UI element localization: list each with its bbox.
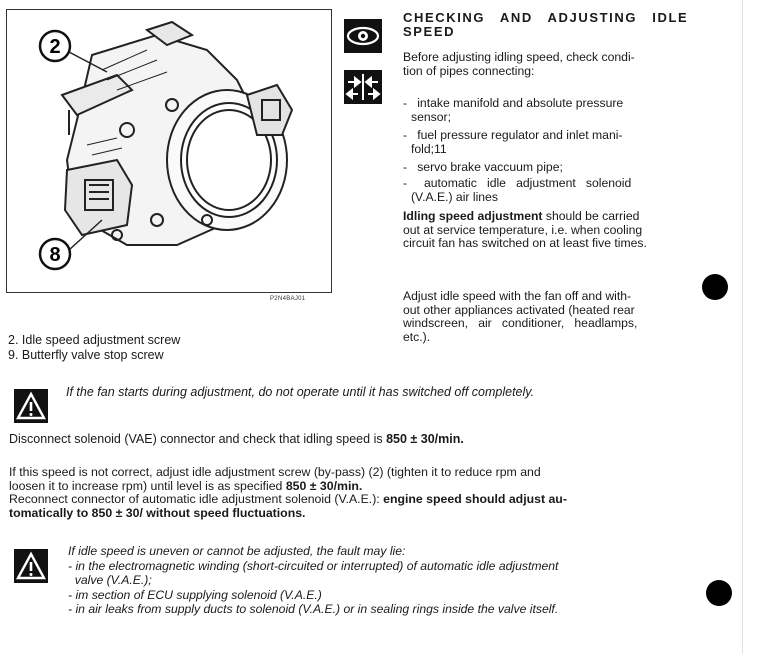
callout-2-label: 2 — [49, 36, 61, 58]
engine-speed-note: engine speed should adjust au- — [383, 492, 567, 506]
reconnect-text: Reconnect connector of automatic idle adjustment solenoid (V.A.E.): — [9, 492, 384, 506]
margin-marker-dot — [702, 274, 728, 300]
warning-triangle-icon — [14, 389, 48, 423]
callout-8-label: 8 — [49, 244, 61, 266]
adjust-screw-line-1: If this speed is not correct, adjust idle adjustment screw (by-pass) (2) (tighten it to reduce rpm and — [9, 465, 541, 479]
section-title-line-2: SPEED — [403, 24, 456, 39]
caption-item-2: 2. Idle speed adjustment screw — [8, 333, 181, 347]
adjust-line-1: Adjust idle speed with the fan off and with- — [403, 289, 632, 303]
warning-triangle-icon-2 — [14, 549, 48, 583]
bullet-line: - automatic idle adjustment solenoid — [403, 176, 632, 190]
bullet-intake-manifold — [403, 97, 713, 124]
idling-heading: Idling speed adjustment — [403, 209, 543, 223]
fault-line-5: - in air leaks from supply ducts to solenoid (V.A.E.) or in sealing rings inside the valve itself. — [68, 602, 559, 617]
idling-adjustment-paragraph — [403, 210, 715, 251]
intro-paragraph — [403, 51, 713, 78]
adjust-line-4: etc.). — [403, 329, 431, 344]
disconnect-text: Disconnect solenoid (VAE) connector and check that idling speed is — [9, 432, 387, 446]
fault-causes-note — [68, 544, 718, 617]
bullet-line: fold;11 — [411, 141, 447, 156]
eye-icon — [344, 19, 382, 53]
adjust-fan-paragraph — [403, 290, 713, 344]
figure-code: P2N4BAJ01 — [270, 296, 306, 302]
bullet-line: (V.A.E.) air lines — [411, 189, 498, 204]
fault-line-3: valve (V.A.E.); — [68, 573, 152, 588]
margin-marker-dot-2 — [706, 580, 732, 606]
adjust-screw-line-2: loosen it to increase rpm) until level is as specified — [9, 478, 286, 493]
fan-warning-text: If the fan starts during adjustment, do not operate until it has switched off completely. — [66, 385, 535, 399]
section-title-line-1: CHECKING AND ADJUSTING IDLE — [403, 10, 689, 25]
throttle-body-figure — [6, 9, 332, 293]
bullet-fuel-pressure — [403, 129, 713, 156]
adjust-line-2: out other appliances activated (heated rear — [403, 302, 635, 317]
engine-speed-note-cont: tomatically to 850 ± 30/ without speed fluctuations. — [9, 505, 306, 520]
fault-line-4: - im section of ECU supplying solenoid (V.A.E.) — [68, 587, 322, 602]
bullet-line: - servo brake vaccuum pipe; — [403, 160, 563, 174]
idle-speed-spec-2: 850 ± 30/min. — [285, 478, 363, 493]
throttle-body-drawing — [7, 10, 331, 292]
section-title — [403, 11, 723, 39]
idling-line-3: circuit fan has switched on at least five times. — [403, 236, 647, 251]
page-edge-rule — [742, 0, 743, 654]
idle-speed-spec: 850 ± 30/min. — [386, 432, 464, 446]
fault-line-1: If idle speed is uneven or cannot be adjusted, the fault may lie: — [68, 544, 406, 558]
adjust-screw-paragraph — [9, 466, 717, 520]
bullet-idle-solenoid — [403, 177, 713, 204]
disconnect-solenoid-paragraph — [9, 432, 464, 446]
adjust-arrows-icon — [344, 70, 382, 104]
idling-line-2: out at service temperature, i.e. when cooling — [403, 222, 643, 237]
bullet-servo-brake — [403, 161, 713, 175]
intro-line-1: Before adjusting idling speed, check condi- — [403, 50, 635, 64]
bullet-line: - intake manifold and absolute pressure — [403, 96, 624, 110]
bullet-line: sensor; — [411, 109, 451, 124]
caption-item-9: 9. Butterfly valve stop screw — [8, 348, 164, 362]
bullet-line: - fuel pressure regulator and inlet mani- — [403, 128, 623, 142]
adjust-line-3: windscreen, air conditioner, headlamps, — [403, 316, 638, 331]
intro-line-2: tion of pipes connecting: — [403, 63, 535, 78]
idling-line-1: should be carried — [542, 209, 640, 223]
fault-line-2: - in the electromagnetic winding (short-circuited or interrupted) of automatic idle adjustment — [68, 558, 559, 573]
